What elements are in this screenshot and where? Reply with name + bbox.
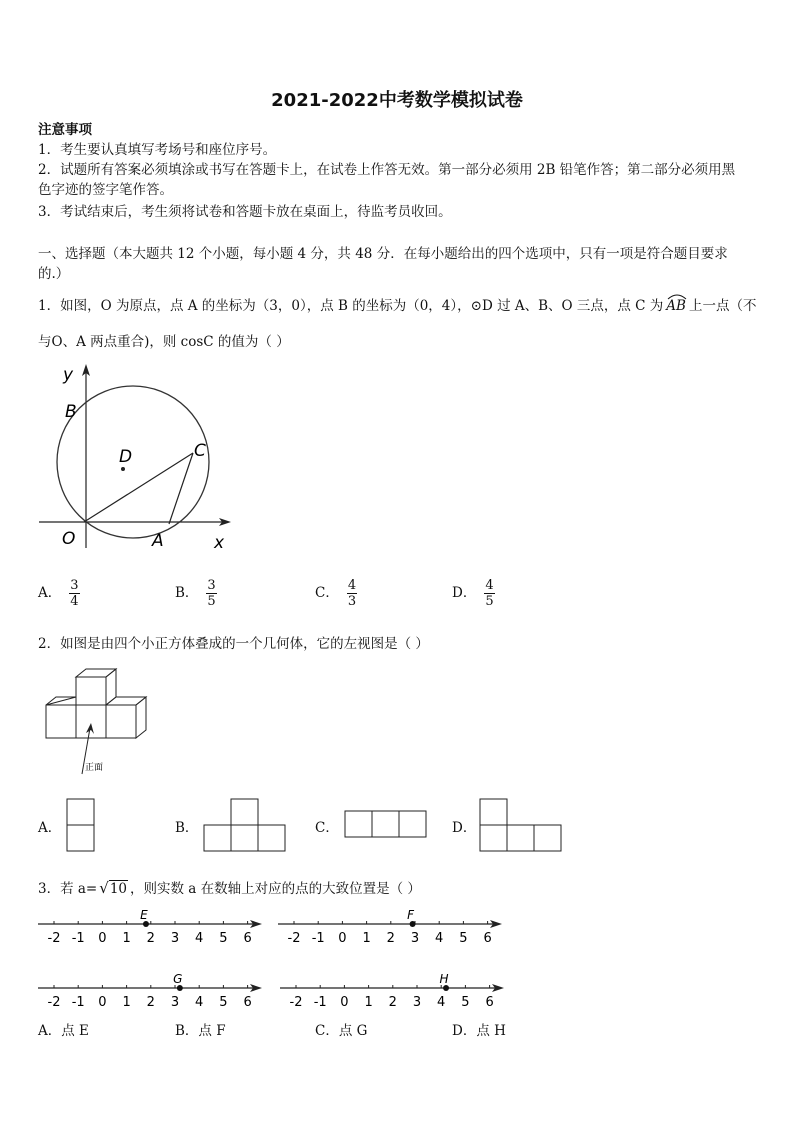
q2-option-a-label[interactable]: A．: [38, 820, 62, 836]
number-line-e: [36, 908, 264, 950]
tick-label: 6: [243, 931, 252, 946]
q2-option-c-label[interactable]: C．: [315, 820, 339, 836]
q2-option-a-view[interactable]: [66, 798, 96, 854]
q3-option-c[interactable]: C．点 G: [315, 1023, 368, 1039]
tick-label: 5: [219, 931, 228, 946]
tick-label: 4: [195, 995, 204, 1010]
page-title: 2021-2022中考数学模拟试卷: [271, 90, 523, 111]
label-d: D: [119, 447, 133, 467]
q2-option-d-label[interactable]: D．: [452, 820, 477, 836]
q1-option-a[interactable]: A． $\frac{3}{4}$: [38, 578, 79, 609]
tick-label: -1: [311, 931, 325, 946]
tick-label: 1: [122, 931, 131, 946]
tick-label: -1: [71, 995, 85, 1010]
label-a: A: [152, 531, 164, 551]
tick-label: 3: [410, 931, 420, 946]
arc-ab: AB: [666, 296, 686, 317]
q3-option-a[interactable]: A．点 E: [38, 1023, 89, 1039]
q1-option-c[interactable]: C． $\frac{4}{3}$: [315, 578, 357, 609]
section-heading: 一、选择题（本大题共 12 个小题，每小题 4 分，共 48 分．在每小题给出的四个选项中，只有一项是符合题目要求: [38, 246, 728, 262]
q2-option-c-view[interactable]: [344, 810, 428, 840]
tick-label: 3: [412, 995, 422, 1010]
tick-label: 0: [338, 931, 347, 946]
point-label: E: [140, 908, 148, 922]
notice-item-2: 2．试题所有答案必须填涂或书写在答题卡上，在试卷上作答无效。第一部分必须用 2B 铅笔作答；第二部分必须用黑: [38, 162, 736, 178]
tick-label: 6: [243, 995, 252, 1010]
question-1-text-a: 1．如图，O 为原点，点 A 的坐标为（3，0），点 B 的坐标为（0，4），⊙D 过 A、B、O 三点，点 C 为: [38, 298, 664, 314]
section-heading-cont: 的.）: [38, 266, 70, 282]
point-label: F: [407, 908, 415, 922]
tick-label: 2: [146, 931, 155, 946]
tick-label: 2: [386, 931, 395, 946]
tick-label: -2: [47, 931, 61, 946]
label-y: y: [63, 365, 74, 385]
tick-label: 6: [483, 931, 492, 946]
fraction: $\frac{3}{4}$: [70, 578, 79, 609]
tick-label: 0: [98, 995, 107, 1010]
number-line-h: [278, 972, 506, 1014]
label-c: C: [194, 441, 206, 461]
label-b: B: [65, 402, 77, 422]
question-2-text: 2．如图是由四个小正方体叠成的一个几何体，它的左视图是（ ）: [38, 636, 429, 652]
question-1-line1: [38, 296, 756, 317]
tick-label: -2: [47, 995, 61, 1010]
tick-label: 4: [195, 931, 204, 946]
label-x: x: [214, 533, 225, 552]
number-line-f: [276, 908, 504, 950]
tick-label: 5: [219, 995, 228, 1010]
arc-icon: [666, 293, 688, 300]
tick-label: -1: [313, 995, 327, 1010]
chord-oc: [84, 453, 193, 522]
arrow-head-icon: [86, 723, 94, 734]
point-label: G: [173, 972, 183, 986]
front-label: 正面: [85, 763, 104, 773]
q2-option-b-label[interactable]: B．: [175, 820, 199, 836]
question-3-text: 3．若 a= √10 ，则实数 a 在数轴上对应的点的大致位置是（ ）: [38, 878, 421, 900]
tick-label: 0: [98, 931, 107, 946]
tick-label: -1: [71, 931, 85, 946]
label-o: O: [62, 529, 76, 549]
tick-label: 3: [170, 995, 180, 1010]
tick-label: 3: [170, 931, 180, 946]
fraction: $\frac{3}{5}$: [207, 578, 216, 609]
question-1-line2: 与O、A 两点重合)，则 cosC 的值为（ ）: [38, 334, 290, 350]
q2-option-b-view[interactable]: [203, 798, 287, 854]
q3-option-b[interactable]: B．点 F: [175, 1023, 226, 1039]
point-label: H: [439, 972, 449, 986]
tick-label: 2: [388, 995, 397, 1010]
q1-option-b[interactable]: B． $\frac{3}{5}$: [175, 578, 216, 609]
tick-label: 5: [459, 931, 468, 946]
center-point: [121, 467, 125, 471]
tick-label: 0: [340, 995, 349, 1010]
notice-item-3: 3．考试结束后，考生须将试卷和答题卡放在桌面上，待监考员收回。: [38, 204, 452, 220]
circle-figure: [35, 362, 235, 552]
tick-label: -2: [287, 931, 301, 946]
tick-label: 1: [364, 995, 373, 1010]
tick-label: 1: [122, 995, 131, 1010]
q3-option-d[interactable]: D．点 H: [452, 1023, 506, 1039]
tick-label: 6: [485, 995, 494, 1010]
tick-label: -2: [289, 995, 303, 1010]
q1-option-d[interactable]: D． $\frac{4}{5}$: [452, 578, 494, 609]
notice-item-2-cont: 色字迹的签字笔作答。: [38, 182, 173, 198]
number-line-g: [36, 972, 264, 1014]
circle-d: [57, 386, 209, 538]
tick-label: 1: [362, 931, 371, 946]
fraction: $\frac{4}{5}$: [485, 578, 494, 609]
tick-label: 4: [437, 995, 446, 1010]
q2-option-d-view[interactable]: [479, 798, 563, 854]
notice-heading: 注意事项: [38, 122, 92, 138]
tick-label: 5: [461, 995, 470, 1010]
tick-label: 4: [435, 931, 444, 946]
fraction: $\frac{4}{3}$: [347, 578, 357, 609]
notice-item-1: 1．考生要认真填写考场号和座位序号。: [38, 142, 277, 158]
cubes-figure: [44, 668, 154, 778]
tick-label: 2: [146, 995, 155, 1010]
sqrt-expression: √10: [99, 879, 127, 897]
question-1-text-b: 上一点（不: [688, 298, 757, 314]
